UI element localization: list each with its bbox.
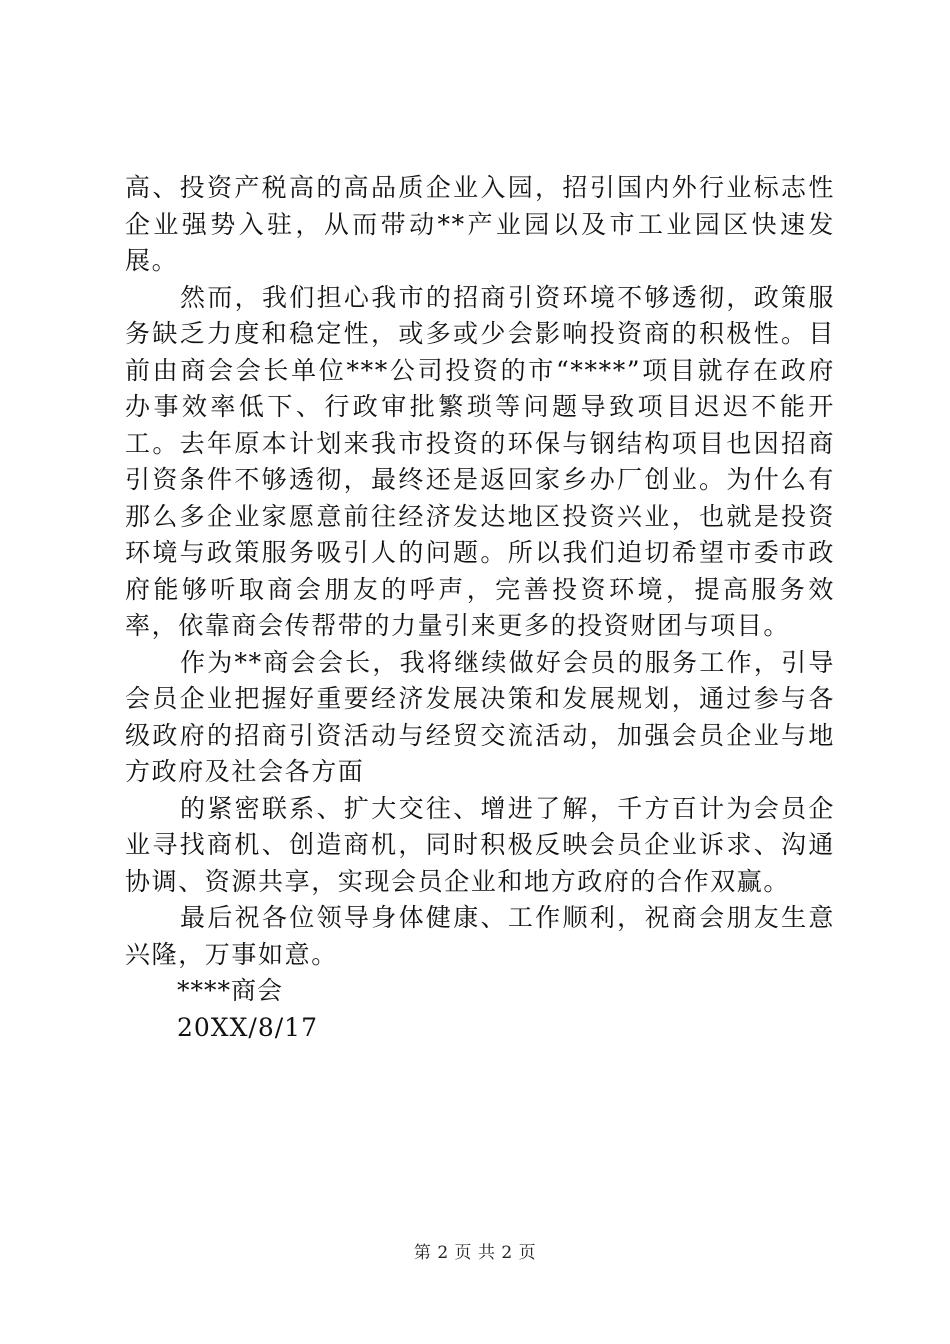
signature-date: 20XX/8/17 [177, 1012, 318, 1042]
document-body [125, 170, 835, 1046]
signature-organization: ****商会 [177, 976, 284, 1005]
paragraph-1: 高、投资产税高的高品质企业入园，招引国内外行业标志性企业强势入驻，从而带动**产业园以及市工业园区快速发展。 [125, 173, 835, 275]
paragraph-4: 的紧密联系、扩大交往、增进了解，千方百计为会员企业寻找商机、创造商机，同时积极反映会员企业诉求、沟通协调、资源共享，实现会员企业和地方政府的合作双赢。 [125, 793, 835, 896]
paragraph-3: 作为**商会会长，我将继续做好会员的服务工作，引导会员企业把握好重要经济发展决策和发展规划，通过参与各级政府的招商引资活动与经贸交流活动，加强会员企业与地方政府及社会各方面 [125, 647, 835, 786]
page-footer: 第 2 页 共 2 页 [413, 1243, 537, 1263]
paragraph-2: 然而，我们担心我市的招商引资环境不够透彻，政策服务缺乏力度和稳定性，或多或少会影响投资商的积极性。目前由商会会长单位***公司投资的市“****”项目就存在政府办事效率低下、行政审批繁琐等问题导致项目迟迟不能开工。去年原本计划来我市投资的环保与钢结构项目也因招商引资条件不够透彻，最终还是返回家乡办厂创业。为什么有那么多企业家愿意前往经济发达地区投资兴业，也就是投资环境与政策服务吸引人的问题。所以我们迫切希望市委市政府能够听取商会朋友的呼声，完善投资环境，提高服务效率，依靠商会传帮带的力量引来更多的投资财团与项目。 [125, 282, 835, 640]
paragraph-5: 最后祝各位领导身体健康、工作顺利，祝商会朋友生意兴隆，万事如意。 [125, 903, 835, 969]
